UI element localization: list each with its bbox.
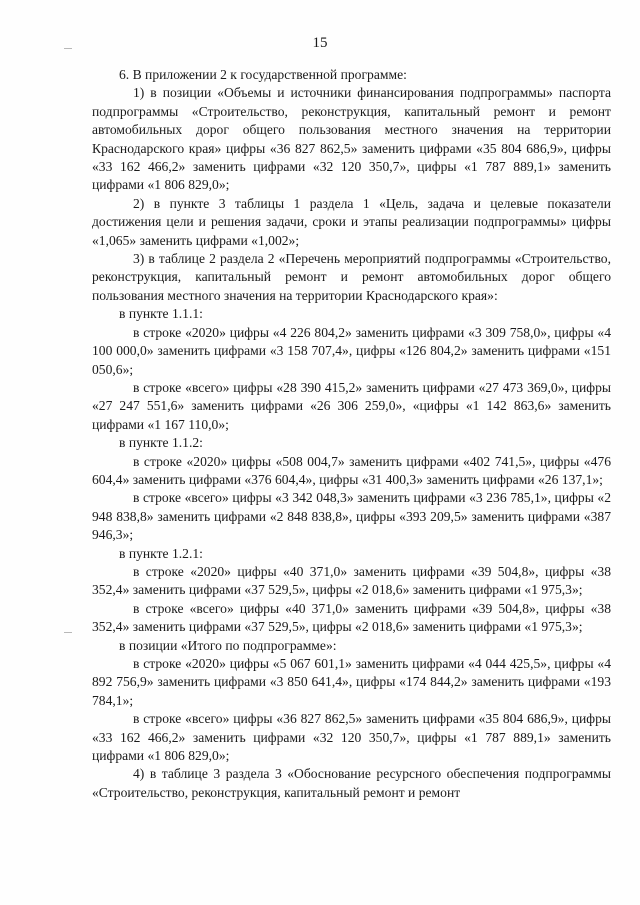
paragraph-subtotal-position: в позиции «Итого по подпрограмме»: — [119, 637, 337, 653]
paragraph-row-2020: в строке «2020» цифры «508 004,7» заменить цифрами «402 741,5», цифры «476 604,4» заменить цифрами «376 604,4», цифры «31 400,3» заменить цифрами «26 137,1»; — [92, 453, 611, 487]
paragraph-row-total: в строке «всего» цифры «28 390 415,2» заменить цифрами «27 473 369,0», цифры «27 247 551,6» заменить цифрами «26 306 259,0», «цифры «1 142 863,6» заменить цифрами «1 167 110,0»; — [92, 379, 611, 432]
paragraph-point-1-2-1: в пункте 1.2.1: — [119, 545, 203, 561]
paragraph-item-3: 3) в таблице 2 раздела 2 «Перечень мероприятий подпрограммы «Строительство, реконструкция, капитальный ремонт и ремонт автомобильных дорог общего пользования местного значения на территории Краснодарского края»: — [92, 251, 611, 303]
paragraph-row-total: в строке «всего» цифры «36 827 862,5» заменить цифрами «35 804 686,9», цифры «33 162 466,2» заменить цифрами «32 120 350,7», цифры «1 787 889,1» заменить цифрами «1 806 829,0»; — [92, 711, 611, 764]
paragraph-row-2020: в строке «2020» цифры «5 067 601,1» заменить цифрами «4 044 425,5», цифры «4 892 756,9» заменить цифрами «3 850 641,4», цифры «174 844,2» заменить цифрами «193 784,1»; — [92, 656, 611, 708]
paragraph-row-total: в строке «всего» цифры «3 342 048,3» заменить цифрами «3 236 785,1», цифры «2 948 838,8» заменить цифрами «2 848 838,8», цифры «393 209,5» заменить цифрами «387 946,3»; — [92, 490, 611, 543]
paragraph-item-4: 4) в таблице 3 раздела 3 «Обоснование ресурсного обеспечения подпрограммы «Строительство, реконструкция, капитальный ремонт и ремонт — [92, 766, 611, 800]
scan-edge-mark — [64, 632, 72, 633]
paragraph-row-2020: в строке «2020» цифры «4 226 804,2» заменить цифрами «3 309 758,0», цифры «4 100 000,0» заменить цифрами «3 158 707,4», цифры «126 804,2» заменить цифрами «151 050,6»; — [92, 324, 611, 377]
paragraph-point-1-1-1: в пункте 1.1.1: — [119, 306, 203, 322]
paragraph-point-1-1-2: в пункте 1.1.2: — [119, 435, 203, 451]
document-body — [92, 66, 611, 802]
page-number: 15 — [312, 35, 328, 51]
paragraph-item-1: 1) в позиции «Объемы и источники финансирования подпрограммы» паспорта подпрограммы «Строительство, реконструкция, капитальный ремонт и ремонт автомобильных дорог общего пользования местного значения на территории Краснодарского края» цифры «36 827 862,5» заменить цифрами «35 804 686,9», цифры «33 162 466,2» заменить цифрами «32 120 350,7», цифры «1 787 889,1» заменить цифрами «1 806 829,0»; — [92, 85, 611, 193]
paragraph-row-total: в строке «всего» цифры «40 371,0» заменить цифрами «39 504,8», цифры «38 352,4» заменить цифрами «37 529,5», цифры «2 018,6» заменить цифрами «1 975,3»; — [92, 600, 611, 635]
paragraph-row-2020: в строке «2020» цифры «40 371,0» заменить цифрами «39 504,8», цифры «38 352,4» заменить цифрами «37 529,5», цифры «2 018,6» заменить цифрами «1 975,3»; — [92, 563, 611, 598]
paragraph-item-2: 2) в пункте 3 таблицы 1 раздела 1 «Цель, задача и целевые показатели достижения цели и решения задачи, сроки и этапы реализации подпрограммы» цифры «1,065» заменить цифрами «1,002»; — [92, 195, 611, 248]
paragraph-intro: 6. В приложении 2 к государственной программе: — [119, 67, 407, 82]
